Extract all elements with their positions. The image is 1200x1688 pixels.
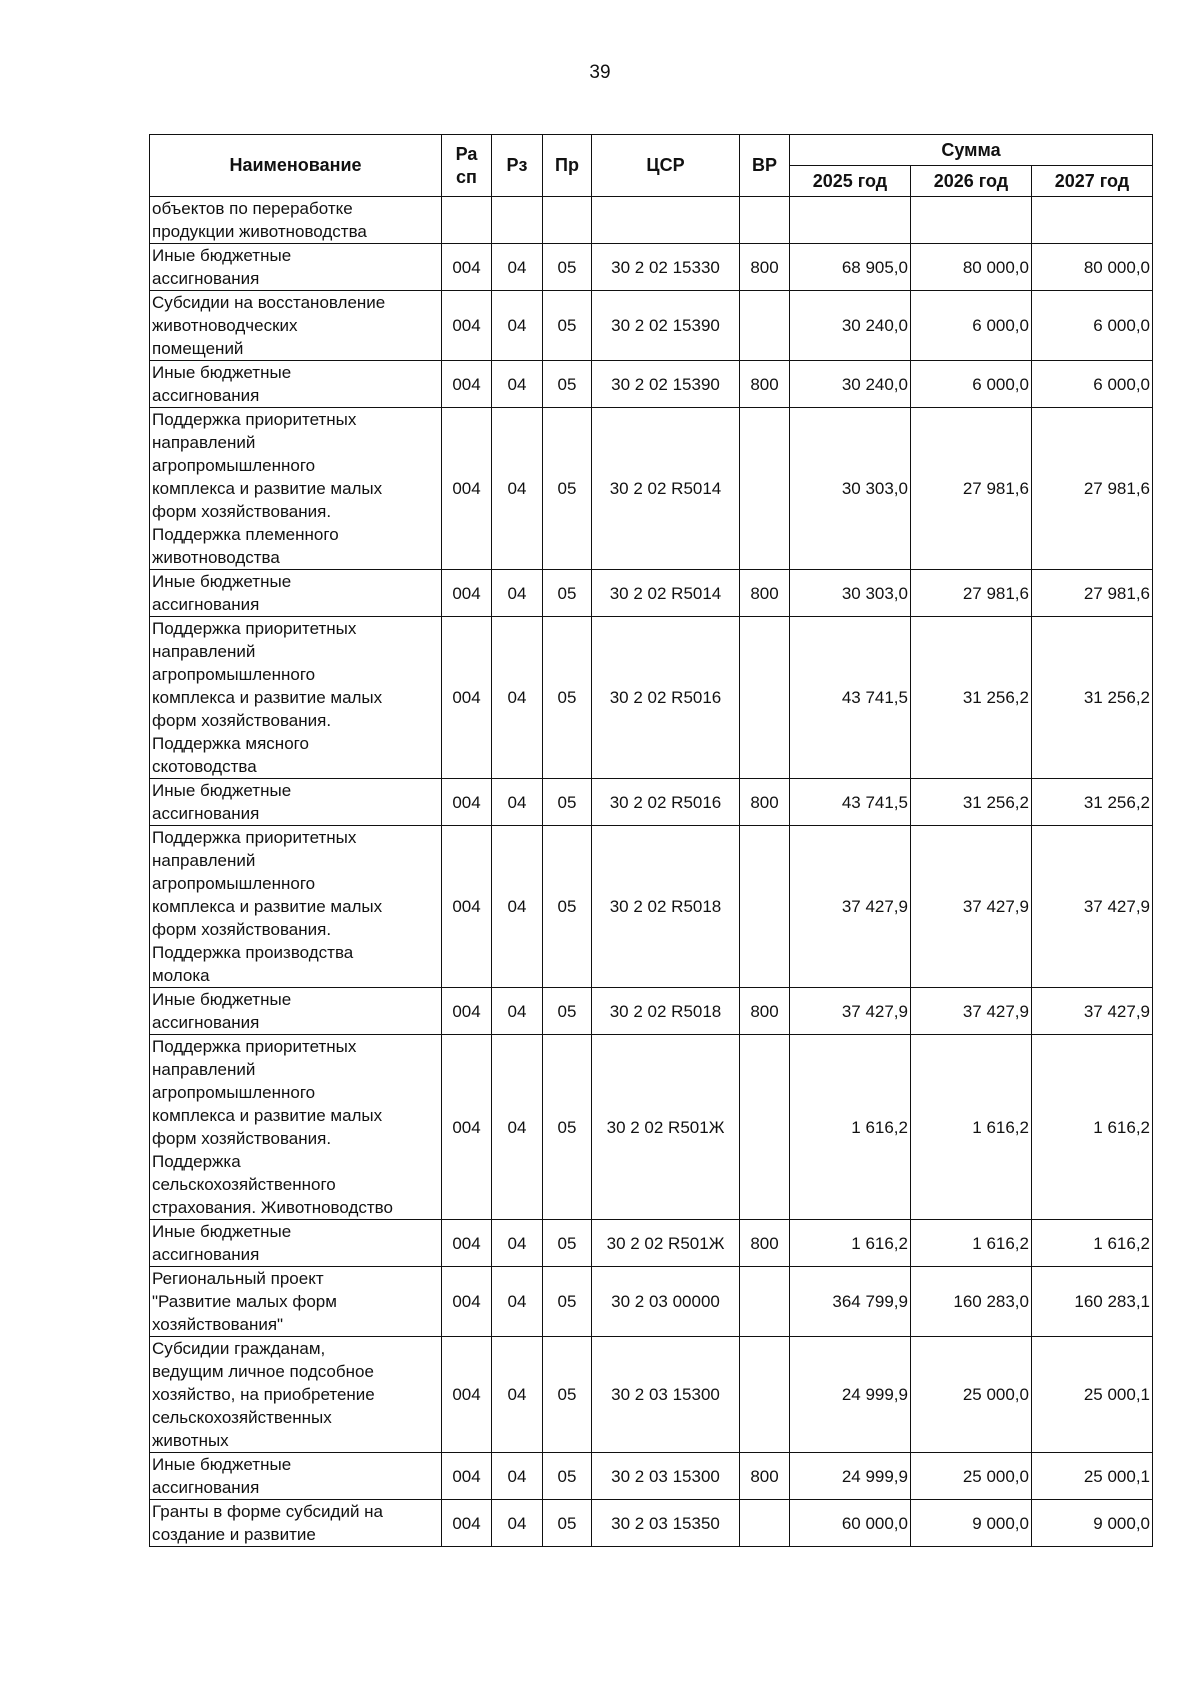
cell-pr: 05 <box>543 1267 592 1337</box>
cell-rz: 04 <box>492 1337 543 1453</box>
cell-name-line: комплекса и развитие малых <box>152 479 383 498</box>
cell-sum-2025: 24 999,9 <box>790 1337 911 1453</box>
cell-vr: 800 <box>740 1453 790 1500</box>
header-rasp <box>442 135 492 197</box>
cell-sum-2026: 9 000,0 <box>911 1500 1032 1547</box>
header-vr: ВР <box>740 135 790 197</box>
cell-csr: 30 2 02 R5014 <box>592 570 740 617</box>
cell-vr: 800 <box>740 244 790 291</box>
table-row <box>150 570 1153 617</box>
cell-pr: 05 <box>543 1035 592 1220</box>
cell-rz: 04 <box>492 1267 543 1337</box>
cell-sum-2026: 1 616,2 <box>911 1035 1032 1220</box>
cell-name-line: создание и развитие <box>152 1525 316 1544</box>
cell-csr: 30 2 02 15330 <box>592 244 740 291</box>
cell-name-line: агропромышленного <box>152 665 316 684</box>
cell-name-line: ассигнования <box>152 386 260 405</box>
cell-rasp: 004 <box>442 1500 492 1547</box>
cell-name-line: направлений <box>152 851 256 870</box>
cell-sum-2026: 80 000,0 <box>911 244 1032 291</box>
table-row <box>150 1453 1153 1500</box>
cell-name-line: ассигнования <box>152 1013 260 1032</box>
cell-rasp: 004 <box>442 826 492 988</box>
cell-rasp: 004 <box>442 1035 492 1220</box>
cell-sum-2026: 25 000,0 <box>911 1453 1032 1500</box>
cell-rasp: 004 <box>442 291 492 361</box>
cell-name-line: комплекса и развитие малых <box>152 897 383 916</box>
cell-name-line: Поддержка приоритетных <box>152 619 357 638</box>
cell-sum-2027: 27 981,6 <box>1032 408 1153 570</box>
table-row <box>150 826 1153 988</box>
header-year-2025: 2025 год <box>790 166 911 197</box>
header-pr: Пр <box>543 135 592 197</box>
table-row <box>150 408 1153 570</box>
cell-rasp: 004 <box>442 570 492 617</box>
cell-name <box>150 1220 442 1267</box>
cell-sum-2026 <box>911 197 1032 244</box>
cell-sum-2025: 30 303,0 <box>790 408 911 570</box>
cell-rz: 04 <box>492 826 543 988</box>
cell-name-line: сельскохозяйственных <box>152 1408 332 1427</box>
cell-sum-2026: 31 256,2 <box>911 617 1032 779</box>
table-row <box>150 291 1153 361</box>
cell-name-line: молока <box>152 966 210 985</box>
cell-name-line: "Развитие малых форм <box>152 1292 337 1311</box>
cell-vr <box>740 1035 790 1220</box>
cell-csr: 30 2 02 R5014 <box>592 408 740 570</box>
cell-csr: 30 2 02 R5018 <box>592 826 740 988</box>
table-row <box>150 988 1153 1035</box>
cell-name-line: животноводческих <box>152 316 298 335</box>
cell-sum-2026: 27 981,6 <box>911 570 1032 617</box>
cell-name-line: ведущим личное подсобное <box>152 1362 374 1381</box>
header-rasp-line2: сп <box>456 166 477 187</box>
cell-rasp <box>442 197 492 244</box>
table-row <box>150 244 1153 291</box>
cell-name-line: форм хозяйствования. <box>152 920 332 939</box>
cell-sum-2027 <box>1032 197 1153 244</box>
cell-name-line: направлений <box>152 433 256 452</box>
cell-name-line: Субсидии на восстановление <box>152 293 386 312</box>
cell-name-line: направлений <box>152 1060 256 1079</box>
cell-pr: 05 <box>543 988 592 1035</box>
cell-sum-2026: 160 283,0 <box>911 1267 1032 1337</box>
cell-name <box>150 197 442 244</box>
cell-name-line: ассигнования <box>152 595 260 614</box>
cell-name-line: животноводства <box>152 548 280 567</box>
cell-vr <box>740 291 790 361</box>
table-header-row <box>150 135 1153 166</box>
cell-sum-2025: 37 427,9 <box>790 988 911 1035</box>
header-sum: Сумма <box>790 135 1153 166</box>
cell-pr: 05 <box>543 1337 592 1453</box>
table-row <box>150 779 1153 826</box>
cell-name-line: Иные бюджетные <box>152 1222 292 1241</box>
cell-name-line: животных <box>152 1431 229 1450</box>
cell-rasp: 004 <box>442 988 492 1035</box>
cell-pr: 05 <box>543 244 592 291</box>
cell-sum-2027: 27 981,6 <box>1032 570 1153 617</box>
cell-name-line: хозяйствования" <box>152 1315 284 1334</box>
cell-name <box>150 244 442 291</box>
cell-name-line: агропромышленного <box>152 874 316 893</box>
cell-sum-2025 <box>790 197 911 244</box>
cell-sum-2026: 6 000,0 <box>911 361 1032 408</box>
cell-rz: 04 <box>492 244 543 291</box>
cell-sum-2027: 1 616,2 <box>1032 1035 1153 1220</box>
cell-pr: 05 <box>543 617 592 779</box>
cell-vr <box>740 826 790 988</box>
cell-csr: 30 2 02 15390 <box>592 291 740 361</box>
cell-pr: 05 <box>543 826 592 988</box>
header-csr: ЦСР <box>592 135 740 197</box>
cell-rz: 04 <box>492 1453 543 1500</box>
cell-rasp: 004 <box>442 1267 492 1337</box>
cell-rz: 04 <box>492 361 543 408</box>
cell-csr: 30 2 02 15390 <box>592 361 740 408</box>
cell-sum-2025: 30 303,0 <box>790 570 911 617</box>
cell-sum-2025: 43 741,5 <box>790 779 911 826</box>
cell-sum-2026: 37 427,9 <box>911 988 1032 1035</box>
cell-sum-2026: 6 000,0 <box>911 291 1032 361</box>
cell-name-line: Субсидии гражданам, <box>152 1339 326 1358</box>
cell-name-line: форм хозяйствования. <box>152 1129 332 1148</box>
cell-rz: 04 <box>492 1035 543 1220</box>
cell-vr: 800 <box>740 779 790 826</box>
cell-rz: 04 <box>492 291 543 361</box>
cell-name <box>150 361 442 408</box>
header-rz: Рз <box>492 135 543 197</box>
cell-name-line: Поддержка <box>152 1152 241 1171</box>
cell-name-line: ассигнования <box>152 1478 260 1497</box>
cell-rasp: 004 <box>442 1220 492 1267</box>
cell-rz: 04 <box>492 570 543 617</box>
cell-name-line: Иные бюджетные <box>152 363 292 382</box>
cell-vr: 800 <box>740 988 790 1035</box>
cell-sum-2025: 1 616,2 <box>790 1035 911 1220</box>
cell-csr: 30 2 02 R5016 <box>592 617 740 779</box>
budget-table <box>149 134 1153 1547</box>
cell-vr <box>740 197 790 244</box>
cell-sum-2027: 31 256,2 <box>1032 779 1153 826</box>
cell-csr: 30 2 02 R5016 <box>592 779 740 826</box>
cell-name-line: объектов по переработке <box>152 199 353 218</box>
cell-rasp: 004 <box>442 244 492 291</box>
cell-vr <box>740 408 790 570</box>
cell-name-line: Иные бюджетные <box>152 781 292 800</box>
table-row <box>150 361 1153 408</box>
cell-sum-2025: 24 999,9 <box>790 1453 911 1500</box>
cell-sum-2025: 30 240,0 <box>790 291 911 361</box>
cell-name-line: Иные бюджетные <box>152 990 292 1009</box>
cell-name-line: комплекса и развитие малых <box>152 1106 383 1125</box>
cell-name-line: Поддержка приоритетных <box>152 410 357 429</box>
cell-pr: 05 <box>543 361 592 408</box>
cell-name-line: агропромышленного <box>152 1083 316 1102</box>
cell-pr: 05 <box>543 1220 592 1267</box>
cell-pr: 05 <box>543 1500 592 1547</box>
cell-sum-2027: 6 000,0 <box>1032 291 1153 361</box>
cell-sum-2026: 1 616,2 <box>911 1220 1032 1267</box>
cell-sum-2027: 80 000,0 <box>1032 244 1153 291</box>
cell-sum-2026: 37 427,9 <box>911 826 1032 988</box>
cell-sum-2027: 37 427,9 <box>1032 826 1153 988</box>
cell-name-line: Региональный проект <box>152 1269 324 1288</box>
cell-name-line: ассигнования <box>152 804 260 823</box>
cell-name <box>150 1453 442 1500</box>
cell-vr <box>740 1500 790 1547</box>
table-row <box>150 1267 1153 1337</box>
cell-rasp: 004 <box>442 1337 492 1453</box>
table-row <box>150 1337 1153 1453</box>
cell-vr: 800 <box>740 361 790 408</box>
cell-sum-2025: 364 799,9 <box>790 1267 911 1337</box>
cell-sum-2026: 25 000,0 <box>911 1337 1032 1453</box>
header-year-2027: 2027 год <box>1032 166 1153 197</box>
cell-sum-2025: 68 905,0 <box>790 244 911 291</box>
cell-name-line: Поддержка производства <box>152 943 354 962</box>
cell-name <box>150 617 442 779</box>
cell-csr: 30 2 02 R5018 <box>592 988 740 1035</box>
cell-sum-2027: 160 283,1 <box>1032 1267 1153 1337</box>
cell-name-line: Поддержка мясного <box>152 734 309 753</box>
cell-name-line: Поддержка племенного <box>152 525 339 544</box>
cell-name-line: Иные бюджетные <box>152 572 292 591</box>
cell-name <box>150 1500 442 1547</box>
cell-name <box>150 1035 442 1220</box>
cell-name-line: страхования. Животноводство <box>152 1198 393 1217</box>
cell-name-line: Гранты в форме субсидий на <box>152 1502 384 1521</box>
cell-vr: 800 <box>740 570 790 617</box>
cell-sum-2025: 30 240,0 <box>790 361 911 408</box>
cell-rz: 04 <box>492 779 543 826</box>
cell-sum-2027: 25 000,1 <box>1032 1453 1153 1500</box>
cell-name-line: Поддержка приоритетных <box>152 828 357 847</box>
cell-name <box>150 826 442 988</box>
cell-sum-2026: 27 981,6 <box>911 408 1032 570</box>
cell-rz: 04 <box>492 1220 543 1267</box>
cell-pr: 05 <box>543 408 592 570</box>
cell-sum-2027: 25 000,1 <box>1032 1337 1153 1453</box>
cell-sum-2025: 60 000,0 <box>790 1500 911 1547</box>
cell-name-line: хозяйство, на приобретение <box>152 1385 375 1404</box>
cell-sum-2027: 1 616,2 <box>1032 1220 1153 1267</box>
cell-rz <box>492 197 543 244</box>
cell-vr: 800 <box>740 1220 790 1267</box>
cell-name <box>150 779 442 826</box>
cell-name-line: направлений <box>152 642 256 661</box>
cell-name-line: Иные бюджетные <box>152 246 292 265</box>
table-row <box>150 1220 1153 1267</box>
cell-csr: 30 2 03 15300 <box>592 1337 740 1453</box>
cell-name-line: сельскохозяйственного <box>152 1175 336 1194</box>
cell-rz: 04 <box>492 408 543 570</box>
table-body <box>150 197 1153 1547</box>
cell-rasp: 004 <box>442 361 492 408</box>
cell-name-line: скотоводства <box>152 757 257 776</box>
cell-csr: 30 2 03 15350 <box>592 1500 740 1547</box>
table-row <box>150 197 1153 244</box>
cell-vr <box>740 617 790 779</box>
table-row <box>150 617 1153 779</box>
cell-name-line: форм хозяйствования. <box>152 502 332 521</box>
cell-name <box>150 291 442 361</box>
cell-vr <box>740 1337 790 1453</box>
cell-rz: 04 <box>492 1500 543 1547</box>
cell-sum-2027: 37 427,9 <box>1032 988 1153 1035</box>
table-row <box>150 1035 1153 1220</box>
cell-pr <box>543 197 592 244</box>
cell-rasp: 004 <box>442 1453 492 1500</box>
header-name: Наименование <box>150 135 442 197</box>
cell-rasp: 004 <box>442 408 492 570</box>
cell-rz: 04 <box>492 988 543 1035</box>
table-row <box>150 1500 1153 1547</box>
cell-vr <box>740 1267 790 1337</box>
cell-csr <box>592 197 740 244</box>
cell-sum-2027: 31 256,2 <box>1032 617 1153 779</box>
cell-pr: 05 <box>543 291 592 361</box>
cell-name-line: комплекса и развитие малых <box>152 688 383 707</box>
cell-pr: 05 <box>543 779 592 826</box>
cell-sum-2027: 6 000,0 <box>1032 361 1153 408</box>
cell-name <box>150 408 442 570</box>
cell-name-line: Поддержка приоритетных <box>152 1037 357 1056</box>
cell-rz: 04 <box>492 617 543 779</box>
cell-sum-2026: 31 256,2 <box>911 779 1032 826</box>
header-rasp-line1: Ра <box>455 143 478 164</box>
cell-sum-2025: 1 616,2 <box>790 1220 911 1267</box>
cell-csr: 30 2 03 00000 <box>592 1267 740 1337</box>
cell-sum-2027: 9 000,0 <box>1032 1500 1153 1547</box>
header-year-2026: 2026 год <box>911 166 1032 197</box>
cell-sum-2025: 37 427,9 <box>790 826 911 988</box>
cell-rasp: 004 <box>442 617 492 779</box>
cell-name-line: ассигнования <box>152 269 260 288</box>
cell-name <box>150 570 442 617</box>
cell-name-line: агропромышленного <box>152 456 316 475</box>
cell-name <box>150 1267 442 1337</box>
cell-rasp: 004 <box>442 779 492 826</box>
cell-name-line: форм хозяйствования. <box>152 711 332 730</box>
cell-csr: 30 2 02 R501Ж <box>592 1220 740 1267</box>
cell-csr: 30 2 02 R501Ж <box>592 1035 740 1220</box>
cell-name <box>150 1337 442 1453</box>
page-number: 39 <box>589 62 611 83</box>
cell-pr: 05 <box>543 570 592 617</box>
cell-name-line: продукции животноводства <box>152 222 367 241</box>
cell-pr: 05 <box>543 1453 592 1500</box>
cell-name <box>150 988 442 1035</box>
cell-name-line: Иные бюджетные <box>152 1455 292 1474</box>
cell-sum-2025: 43 741,5 <box>790 617 911 779</box>
cell-csr: 30 2 03 15300 <box>592 1453 740 1500</box>
cell-name-line: помещений <box>152 339 244 358</box>
cell-name-line: ассигнования <box>152 1245 260 1264</box>
